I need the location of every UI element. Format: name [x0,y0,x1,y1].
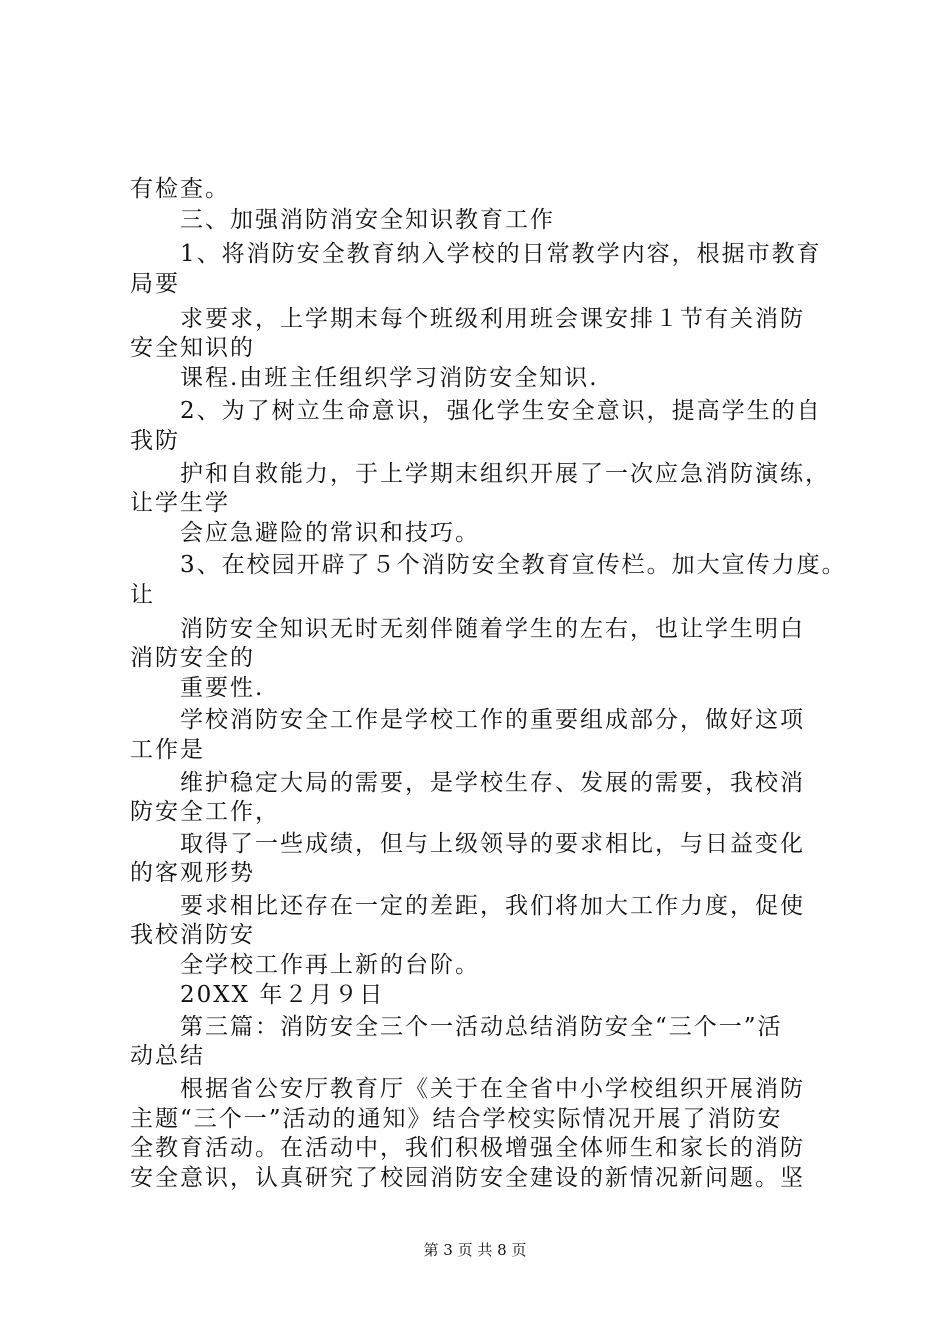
page-footer: 第 3 页 共 8 页 [423,1241,527,1259]
text-line: 消防安全知识无时无刻伴随着学生的左右，也让学生明白 [180,616,805,642]
date-line: 20XX 年２月９日 [180,982,385,1008]
text-line: 全教育活动。在活动中，我们积极增强全体师生和家长的消防 [130,1135,805,1161]
text-line: 根据省公安厅教育厅《关于在全省中小学校组织开展消防 [180,1076,805,1102]
text-line: 取得了一些成绩，但与上级领导的要求相比，与日益变化 [180,831,805,857]
text-line: 主题“三个一”活动的通知》结合学校实际情况开展了消防安 [130,1106,783,1132]
text-line: 安全意识，认真研究了校园消防安全建设的新情况新问题。坚 [130,1165,805,1191]
text-line: 让学生学 [130,490,230,516]
text-line: 维护稳定大局的需要，是学校生存、发展的需要，我校消 [180,770,805,796]
text-line: 动总结 [130,1043,205,1069]
text-line: 有检查。 [130,176,230,202]
section-heading: 三、加强消防消安全知识教育工作 [180,207,555,233]
text-line: 我校消防安 [130,922,255,948]
text-line: 安全知识的 [130,335,255,361]
text-line: 求要求，上学期末每个班级利用班会课安排１节有关消防 [180,306,805,332]
text-line: 的客观形势 [130,860,255,886]
text-line: 2、为了树立生命意识，强化学生安全意识，提高学生的自 [180,398,822,424]
text-line: 3、在校园开辟了５个消防安全教育宣传栏。加大宣传力度。 [180,552,847,578]
text-line: 局要 [130,271,180,297]
text-line: 护和自救能力，于上学期末组织开展了一次应急消防演练， [180,461,830,487]
text-line: 工作是 [130,737,205,763]
text-line: 课程.由班主任组织学习消防安全知识. [180,365,599,391]
text-line: 重要性. [180,675,265,701]
text-line: 让 [130,582,155,608]
text-line: 要求相比还存在一定的差距，我们将加大工作力度，促使 [180,893,805,919]
text-line: 学校消防安全工作是学校工作的重要组成部分，做好这项 [180,707,805,733]
text-line: 我防 [130,428,180,454]
text-line: 全学校工作再上新的台阶。 [180,952,480,978]
section-heading: 第三篇：消防安全三个一活动总结消防安全“三个一”活 [180,1014,783,1040]
text-line: 1、将消防安全教育纳入学校的日常教学内容，根据市教育 [180,241,822,267]
text-line: 消防安全的 [130,645,255,671]
text-line: 会应急避险的常识和技巧。 [180,520,480,546]
text-line: 防安全工作， [130,799,280,825]
